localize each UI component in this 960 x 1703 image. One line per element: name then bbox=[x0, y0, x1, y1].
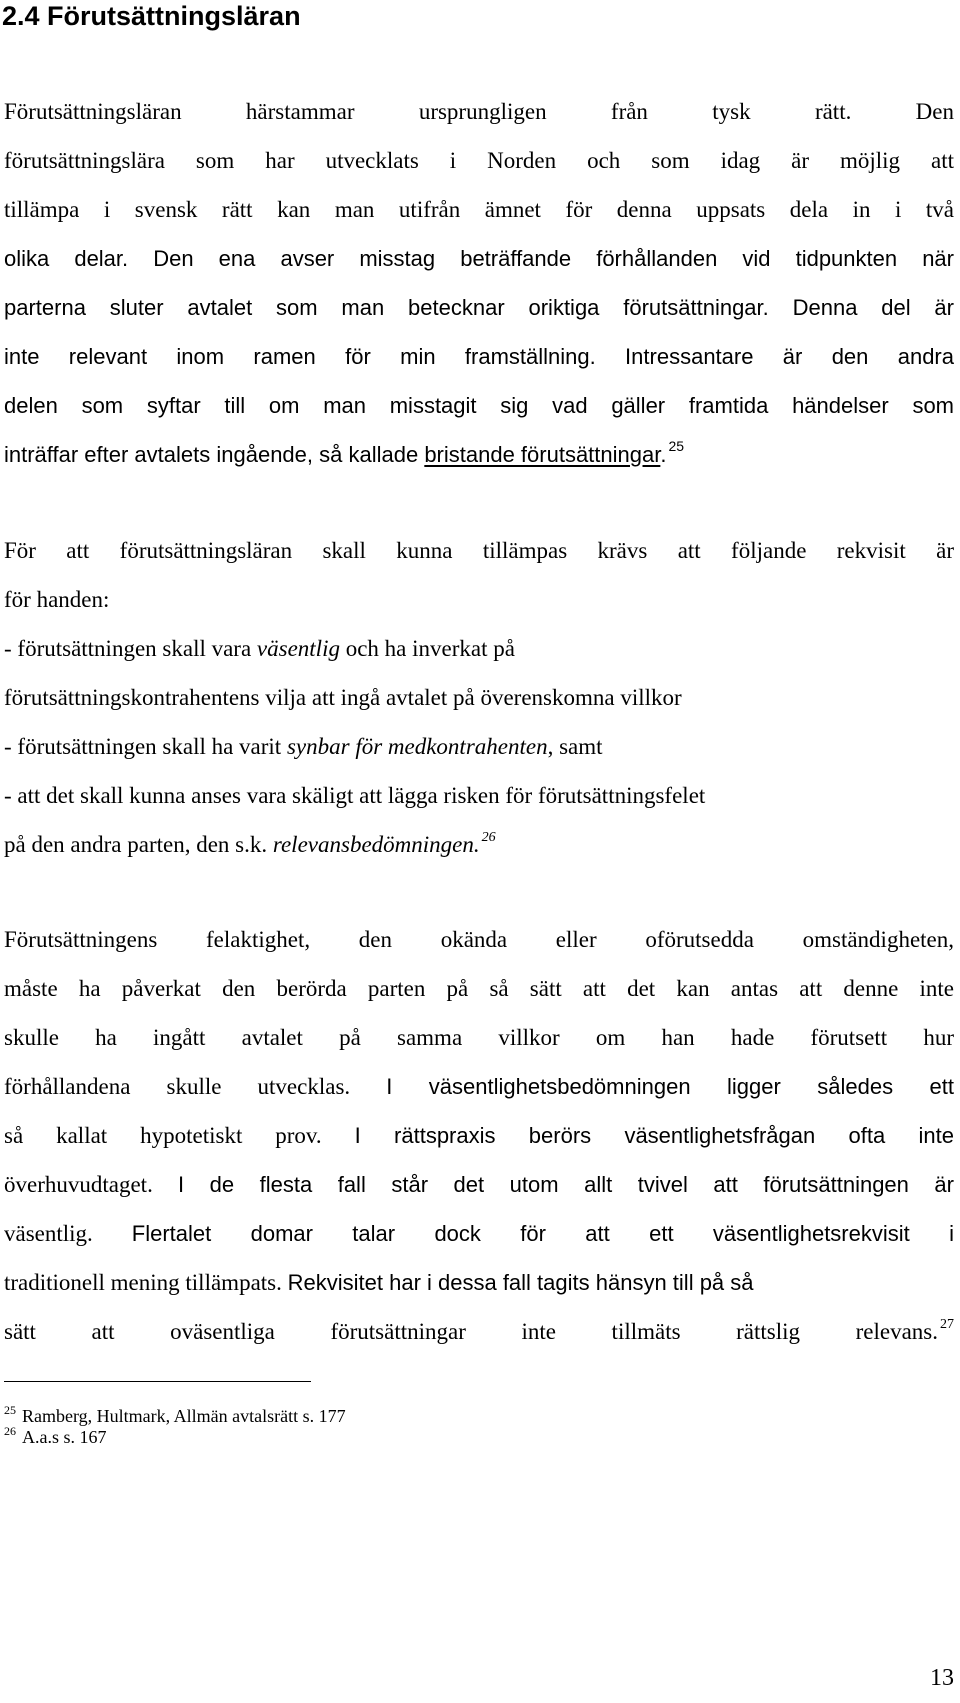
paragraph-3-line-6 bbox=[4, 1170, 954, 1200]
footnote-ref-26: 26 bbox=[481, 830, 496, 845]
paragraph-3-line-6-start: överhuvudtaget. bbox=[4, 1172, 178, 1197]
requirement-3-text: på den andra parten, den s.k. bbox=[4, 832, 273, 857]
paragraph-1-line-3: tillämpa i svensk rätt kan man utifrån ämnet för denna uppsats dela in i två bbox=[4, 197, 954, 222]
paragraph-1-line-6: inte relevant inom ramen för min framställning. Intressantare är den andra bbox=[4, 344, 954, 369]
requirement-2-end: , samt bbox=[547, 734, 603, 759]
paragraph-2-line-1: För att förutsättningsläran skall kunna tillämpas krävs att följande rekvisit är bbox=[4, 538, 954, 563]
paragraph-3-line-4 bbox=[4, 1072, 954, 1102]
requirement-1 bbox=[4, 634, 954, 664]
requirement-1-text: - förutsättningen skall vara bbox=[4, 636, 257, 661]
requirement-3-continued bbox=[4, 830, 954, 860]
paragraph-3-line-8 bbox=[4, 1268, 954, 1298]
paragraph-1-line-1: Förutsättningsläran härstammar ursprungligen från tysk rätt. Den bbox=[4, 99, 954, 124]
page-number: 13 bbox=[930, 1665, 954, 1691]
paragraph-3-line-5-end: I rättspraxis berörs väsentlighetsfrågan ofta inte bbox=[354, 1123, 954, 1148]
requirement-2 bbox=[4, 732, 954, 762]
term-bristande-forutsattningar: bristande förutsättningar bbox=[424, 442, 661, 467]
paragraph-3-line-5 bbox=[4, 1121, 954, 1151]
requirement-1-end: och ha inverkat på bbox=[339, 636, 515, 661]
paragraph-3-line-2: måste ha påverkat den berörda parten på så sätt att det kan antas att denne inte bbox=[4, 976, 954, 1001]
footnote-26 bbox=[4, 1426, 107, 1448]
footnote-text: Ramberg, Hultmark, Allmän avtalsrätt s. 177 bbox=[22, 1406, 346, 1426]
paragraph-3-line-4-end: I väsentlighetsbedömningen ligger således ett bbox=[386, 1074, 955, 1099]
term-vasentlig: väsentlig bbox=[256, 636, 340, 661]
paragraph-1-line-7: delen som syftar till om man misstagit sig vad gäller framtida händelser som bbox=[4, 393, 954, 418]
paragraph-1-line-8 bbox=[4, 440, 954, 470]
footnote-ref-25: 25 bbox=[668, 438, 685, 454]
paragraph-3-line-1: Förutsättningens felaktighet, den okända eller oförutsedda omständigheten, bbox=[4, 927, 954, 952]
footnote-number: 26 bbox=[4, 1424, 16, 1438]
paragraph-1-line-8-end: . bbox=[660, 442, 667, 467]
paragraph-3-line-5-start: så kallat hypotetiskt prov. bbox=[4, 1123, 355, 1148]
requirement-2-text: - förutsättningen skall ha varit bbox=[4, 734, 287, 759]
paragraph-3-line-7-end: Flertalet domar talar dock för att ett väsentlighetsrekvisit i bbox=[131, 1221, 954, 1246]
paragraph-3-line-9 bbox=[4, 1317, 954, 1347]
footnote-ref-27: 27 bbox=[940, 1317, 954, 1332]
paragraph-1-line-4: olika delar. Den ena avser misstag beträffande förhållanden vid tidpunkten när bbox=[4, 246, 954, 271]
footnote-text: A.a.s s. 167 bbox=[22, 1427, 107, 1447]
term-synbar-for-medkontrahenten: synbar för medkontrahenten bbox=[286, 734, 548, 759]
paragraph-3-line-9-text: sätt att oväsentliga förutsättningar inte tillmäts rättslig relevans. bbox=[4, 1319, 938, 1344]
section-heading: 2.4 Förutsättningsläran bbox=[2, 1, 301, 31]
requirement-3: - att det skall kunna anses vara skäligt att lägga risken för förutsättningsfelet bbox=[4, 783, 706, 808]
paragraph-3-line-8-end: Rekvisitet har i dessa fall tagits hänsyn till på så bbox=[287, 1270, 754, 1295]
footnote-divider bbox=[4, 1381, 311, 1382]
requirement-1-continued: förutsättningskontrahentens vilja att ingå avtalet på överenskomna villkor bbox=[4, 685, 682, 710]
paragraph-3-line-7-start: väsentlig. bbox=[4, 1221, 132, 1246]
paragraph-2-line-2: för handen: bbox=[4, 587, 110, 612]
paragraph-3-line-6-end: I de flesta fall står det utom allt tvivel att förutsättningen är bbox=[177, 1172, 954, 1197]
paragraph-1-line-5: parterna sluter avtalet som man betecknar oriktiga förutsättningar. Denna del är bbox=[4, 295, 954, 320]
paragraph-1-line-8-text: inträffar efter avtalets ingående, så kallade bbox=[4, 442, 425, 467]
paragraph-3-line-4-start: förhållandena skulle utvecklas. bbox=[4, 1074, 387, 1099]
paragraph-3-line-3: skulle ha ingått avtalet på samma villkor om han hade förutsett hur bbox=[4, 1025, 954, 1050]
paragraph-1-line-2: förutsättningslära som har utvecklats i Norden och som idag är möjlig att bbox=[4, 148, 954, 173]
paragraph-3-line-7 bbox=[4, 1219, 954, 1249]
footnote-25 bbox=[4, 1405, 346, 1427]
term-relevansbedomningen: relevansbedömningen. bbox=[272, 832, 480, 857]
paragraph-3-line-8-start: traditionell mening tillämpats. bbox=[4, 1270, 288, 1295]
footnote-number: 25 bbox=[4, 1403, 16, 1417]
